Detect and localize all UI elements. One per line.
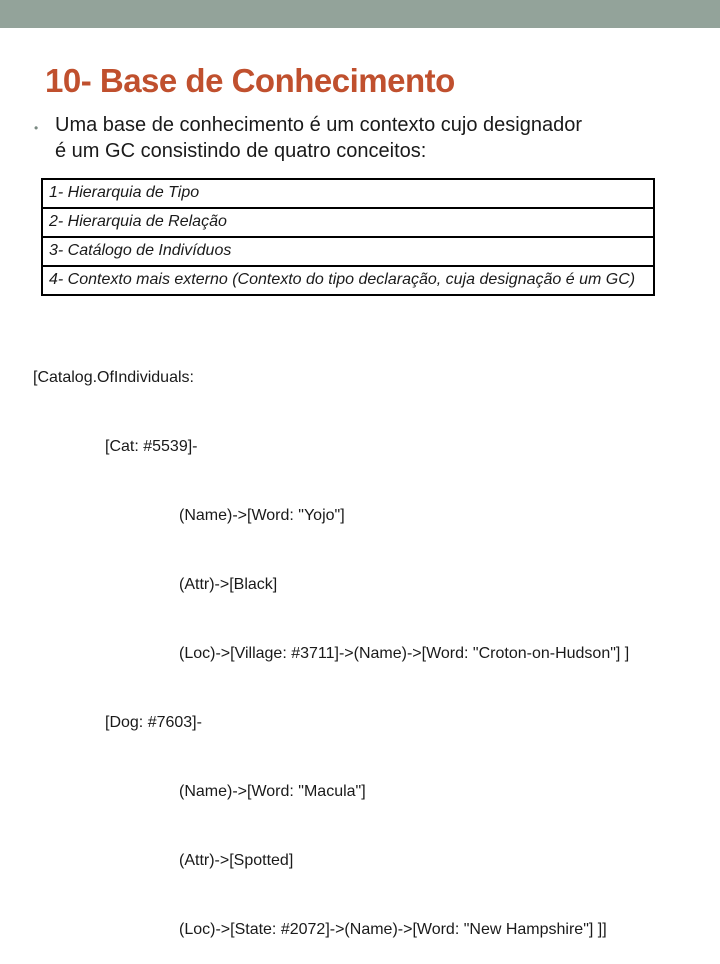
code-line: [Catalog.OfIndividuals: [33, 369, 194, 386]
code-line: (Name)->[Word: "Macula"] [179, 783, 366, 800]
code-line: (Loc)->[Village: #3711]->(Name)->[Word: "Croton-on-Hudson"] ] [179, 645, 630, 662]
bullet-dot-icon: • [34, 121, 39, 135]
code-line: (Loc)->[State: #2072]->(Name)->[Word: "New Hampshire"] ]] [179, 921, 607, 938]
concept-cell: 3- Catálogo de Indivíduos [42, 237, 654, 266]
table-row [42, 179, 654, 208]
code-line: [Cat: #5539]- [105, 438, 198, 455]
concept-cell: 1- Hierarquia de Tipo [42, 179, 654, 208]
catalog-code-block [33, 320, 629, 964]
concepts-table [41, 178, 655, 296]
concept-cell: 2- Hierarquia de Relação [42, 208, 654, 237]
top-decorative-band [0, 0, 720, 28]
code-line: (Attr)->[Spotted] [179, 852, 294, 869]
table-row [42, 208, 654, 237]
table-row [42, 266, 654, 295]
bullet-text-line-1: Uma base de conhecimento é um contexto cujo designador [55, 114, 582, 136]
slide-title: 10- Base de Conhecimento [45, 62, 455, 99]
concept-cell: 4- Contexto mais externo (Contexto do tipo declaração, cuja designação é um GC) [42, 266, 654, 295]
code-line: (Name)->[Word: "Yojo"] [179, 507, 345, 524]
bullet-text-line-2: é um GC consistindo de quatro conceitos: [55, 140, 427, 162]
table-row [42, 237, 654, 266]
code-line: [Dog: #7603]- [105, 714, 202, 731]
code-line: (Attr)->[Black] [179, 576, 278, 593]
